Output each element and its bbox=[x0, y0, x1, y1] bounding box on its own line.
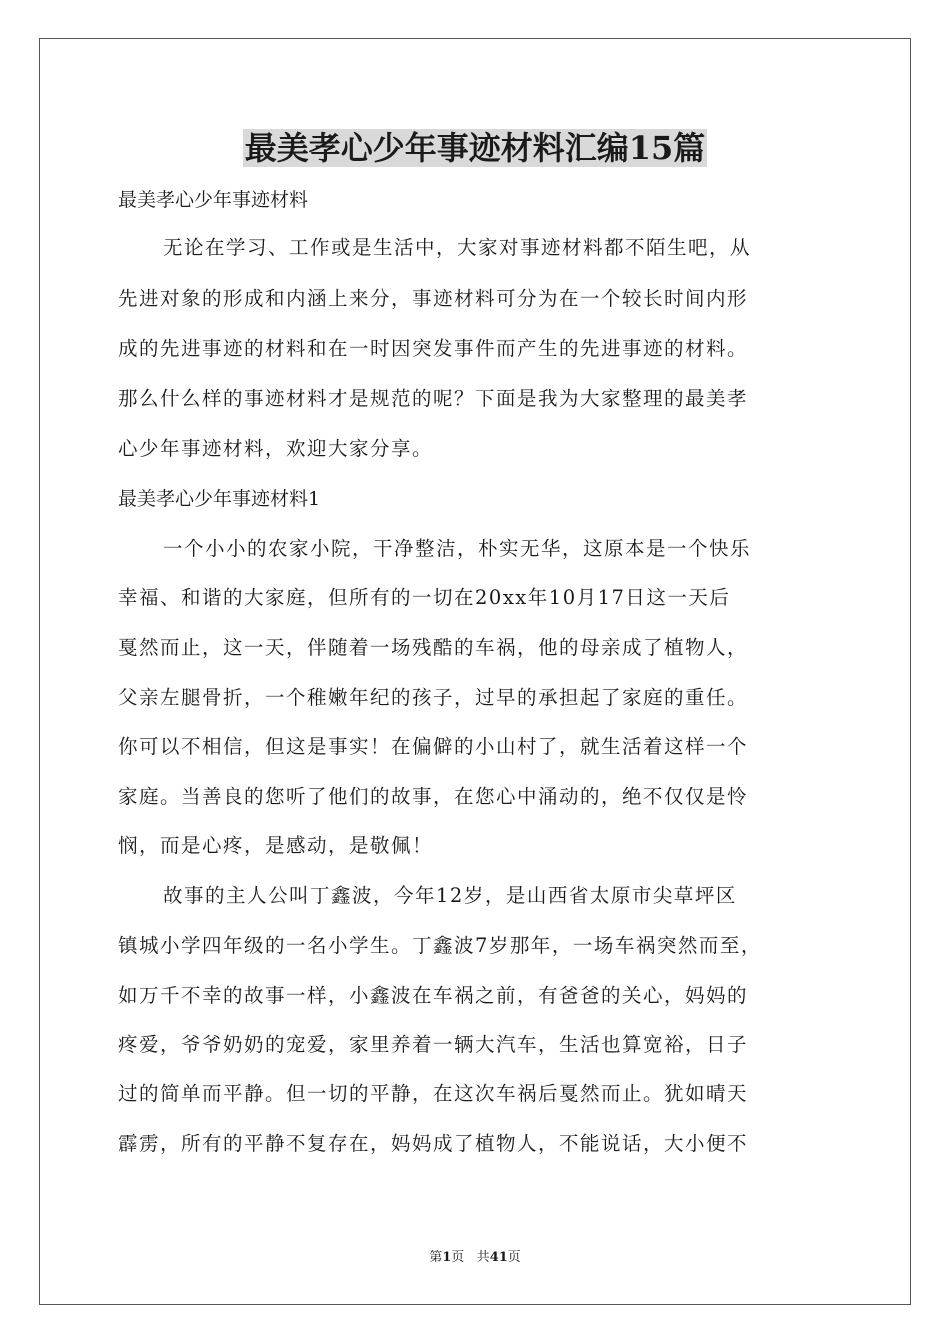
paragraph-line: 一个小小的农家小院，干净整洁，朴实无华，这原本是一个快乐 bbox=[163, 537, 752, 560]
intro-line: 成的先进事迹的材料和在一时因突发事件而产生的先进事迹的材料。 bbox=[118, 337, 749, 360]
paragraph-line: 疼爱，爷爷奶奶的宠爱，家里养着一辆大汽车，生活也算宽裕，日子 bbox=[118, 1033, 749, 1056]
paragraph-line: 如万千不幸的故事一样，小鑫波在车祸之前，有爸爸的关心，妈妈的 bbox=[118, 984, 749, 1007]
intro-line: 那么什么样的事迹材料才是规范的呢？下面是我为大家整理的最美孝 bbox=[118, 387, 749, 410]
intro-line: 心少年事迹材料，欢迎大家分享。 bbox=[118, 437, 434, 460]
page-footer bbox=[0, 1249, 950, 1267]
page-number: 1 bbox=[442, 1250, 452, 1265]
paragraph-line: 镇城小学四年级的一名小学生。丁鑫波7岁那年，一场车祸突然而至， bbox=[118, 934, 762, 957]
total-pages: 41 bbox=[489, 1250, 508, 1265]
page-suffix: 页 bbox=[451, 1250, 465, 1265]
intro-line: 无论在学习、工作或是生活中，大家对事迹材料都不陌生吧，从 bbox=[163, 236, 752, 259]
paragraph-line: 家庭。当善良的您听了他们的故事，在您心中涌动的，绝不仅仅是怜 bbox=[118, 785, 749, 808]
paragraph-line: 悯，而是心疼，是感动，是敬佩！ bbox=[118, 834, 434, 857]
paragraph-line: 故事的主人公叫丁鑫波，今年12岁，是山西省太原市尖草坪区 bbox=[163, 884, 737, 907]
paragraph-line: 戛然而止，这一天，伴随着一场残酷的车祸，他的母亲成了植物人， bbox=[118, 636, 749, 659]
paragraph-line: 霹雳，所有的平静不复存在，妈妈成了植物人，不能说话，大小便不 bbox=[118, 1132, 749, 1155]
article-heading: 最美孝心少年事迹材料1 bbox=[118, 488, 321, 510]
total-prefix: 共 bbox=[476, 1250, 490, 1265]
paragraph-line: 幸福、和谐的大家庭，但所有的一切在20xx年10月17日这一天后 bbox=[118, 586, 731, 609]
document-title: 最美孝心少年事迹材料汇编15篇 bbox=[244, 129, 706, 167]
intro-line: 先进对象的形成和内涵上来分，事迹材料可分为在一个较长时间内形 bbox=[118, 287, 749, 310]
paragraph-line: 你可以不相信，但这是事实！在偏僻的小山村了，就生活着这样一个 bbox=[118, 735, 749, 758]
paragraph-line: 父亲左腿骨折，一个稚嫩年纪的孩子，过早的承担起了家庭的重任。 bbox=[118, 686, 749, 709]
paragraph-line: 过的简单而平静。但一切的平静，在这次车祸后戛然而止。犹如晴天 bbox=[118, 1082, 749, 1105]
total-suffix: 页 bbox=[507, 1250, 521, 1265]
page-prefix: 第 bbox=[429, 1250, 443, 1265]
section-heading: 最美孝心少年事迹材料 bbox=[118, 189, 309, 211]
page-border bbox=[39, 38, 911, 1305]
